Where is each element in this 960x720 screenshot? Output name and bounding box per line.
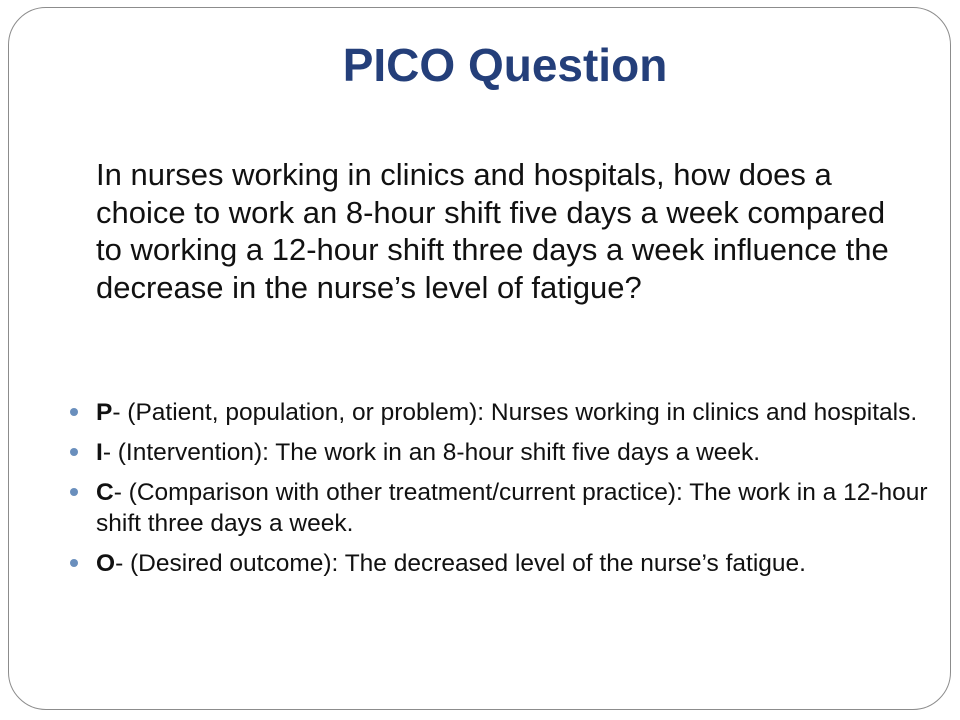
bullet-dot-icon: [70, 448, 78, 456]
pico-item-i: [70, 437, 930, 468]
bullet-dot-icon: [70, 488, 78, 496]
pico-description: - (Patient, population, or problem): Nurses working in clinics and hospitals.: [112, 399, 918, 426]
pico-item-c: [70, 477, 930, 539]
pico-letter: P: [96, 399, 113, 426]
pico-letter: C: [96, 479, 114, 506]
bullet-dot-icon: [70, 408, 78, 416]
pico-description: - (Desired outcome): The decreased level of the nurse’s fatigue.: [115, 550, 806, 577]
pico-description: - (Intervention): The work in an 8-hour shift five days a week.: [102, 439, 761, 466]
pico-letter: I: [96, 439, 103, 466]
bullet-dot-icon: [70, 559, 78, 567]
pico-list: [70, 397, 930, 588]
pico-letter: O: [96, 550, 116, 577]
pico-item-o: [70, 548, 930, 579]
pico-question-text: In nurses working in clinics and hospitals, how does a choice to work an 8-hour shift five days a week compared to working a 12-hour shift three days a week influence the decrease in the nurse’s level of fatigue?: [96, 157, 889, 305]
pico-item-p: [70, 397, 930, 428]
pico-description: - (Comparison with other treatment/current practice): The work in a 12-hour shift three days a week.: [96, 479, 928, 537]
slide-frame: [8, 7, 951, 710]
slide-title: PICO Question: [342, 39, 668, 91]
